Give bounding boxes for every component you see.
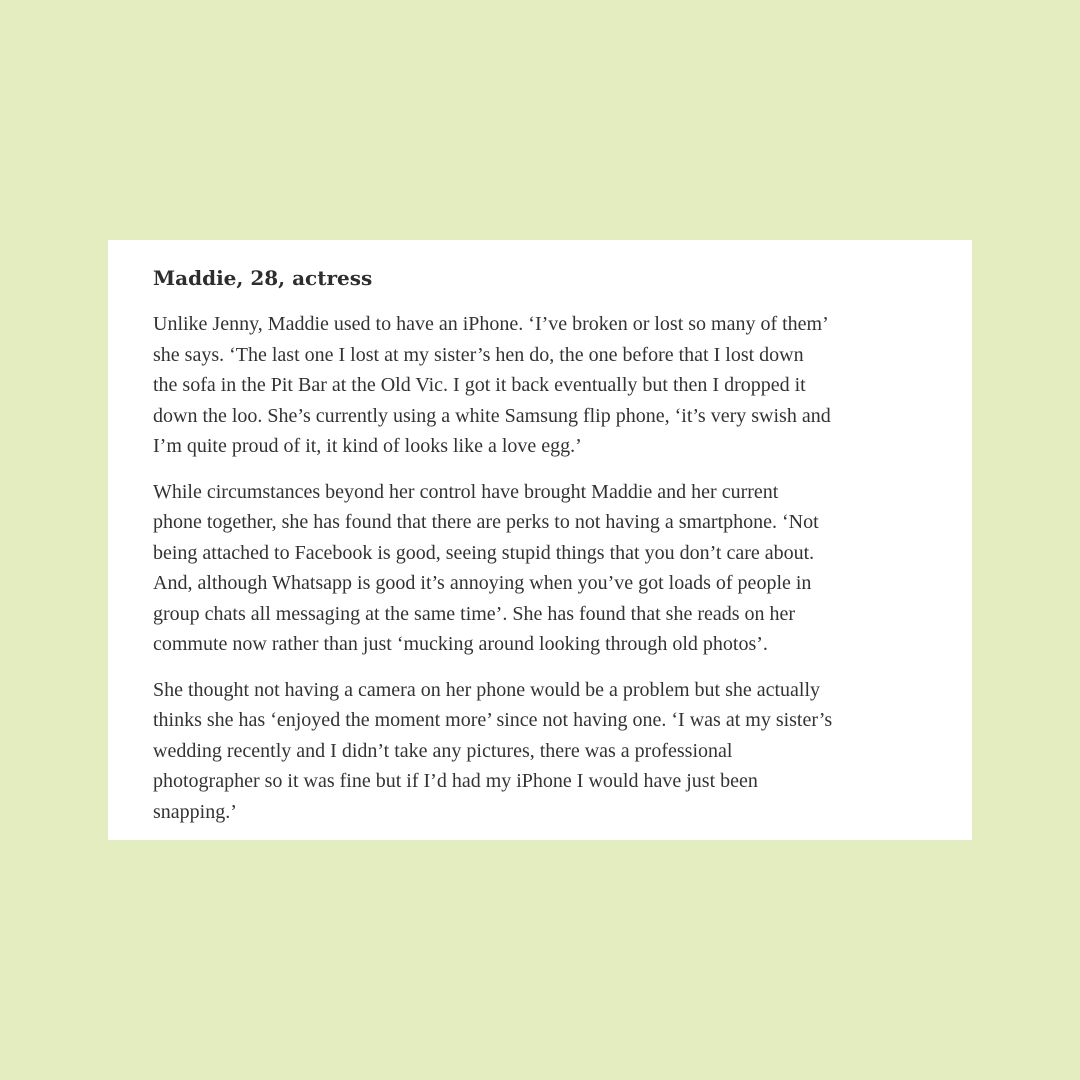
paragraph-1 [153,309,932,462]
text-line: being attached to Facebook is good, seeing stupid things that you don’t care about. [153,541,815,564]
text-line: group chats all messaging at the same time’. She has found that she reads on her [153,602,796,625]
text-line: the sofa in the Pit Bar at the Old Vic. I got it back eventually but then I dropped it [153,374,806,396]
paragraph-3 [153,675,932,828]
text-line: Unlike Jenny, Maddie used to have an iPhone. ‘I’ve broken or lost so many of them’ [153,313,829,335]
text-line: down the loo. She’s currently using a white Samsung flip phone, ‘it’s very swish and [153,404,831,427]
text-line: wedding recently and I didn’t take any pictures, there was a professional [153,739,733,762]
article-card [108,240,972,840]
paragraph-2 [153,477,932,660]
text-line: she says. ‘The last one I lost at my sister’s hen do, the one before that I lost down [153,343,804,366]
text-line: And, although Whatsapp is good it’s annoying when you’ve got loads of people in [153,572,812,594]
text-line: She thought not having a camera on her phone would be a problem but she actually [153,678,821,701]
text-line: I’m quite proud of it, it kind of looks like a love egg.’ [153,435,582,457]
article-heading: Maddie, 28, actress [153,266,373,290]
text-line: While circumstances beyond her control have brought Maddie and her current [153,480,779,503]
text-line: snapping.’ [153,800,237,823]
text-line: phone together, she has found that there are perks to not having a smartphone. ‘Not [153,511,819,533]
text-line: photographer so it was fine but if I’d had my iPhone I would have just been [153,770,758,792]
text-line: thinks she has ‘enjoyed the moment more’ since not having one. ‘I was at my sister’s [153,709,833,731]
text-line: commute now rather than just ‘mucking around looking through old photos’. [153,633,768,655]
